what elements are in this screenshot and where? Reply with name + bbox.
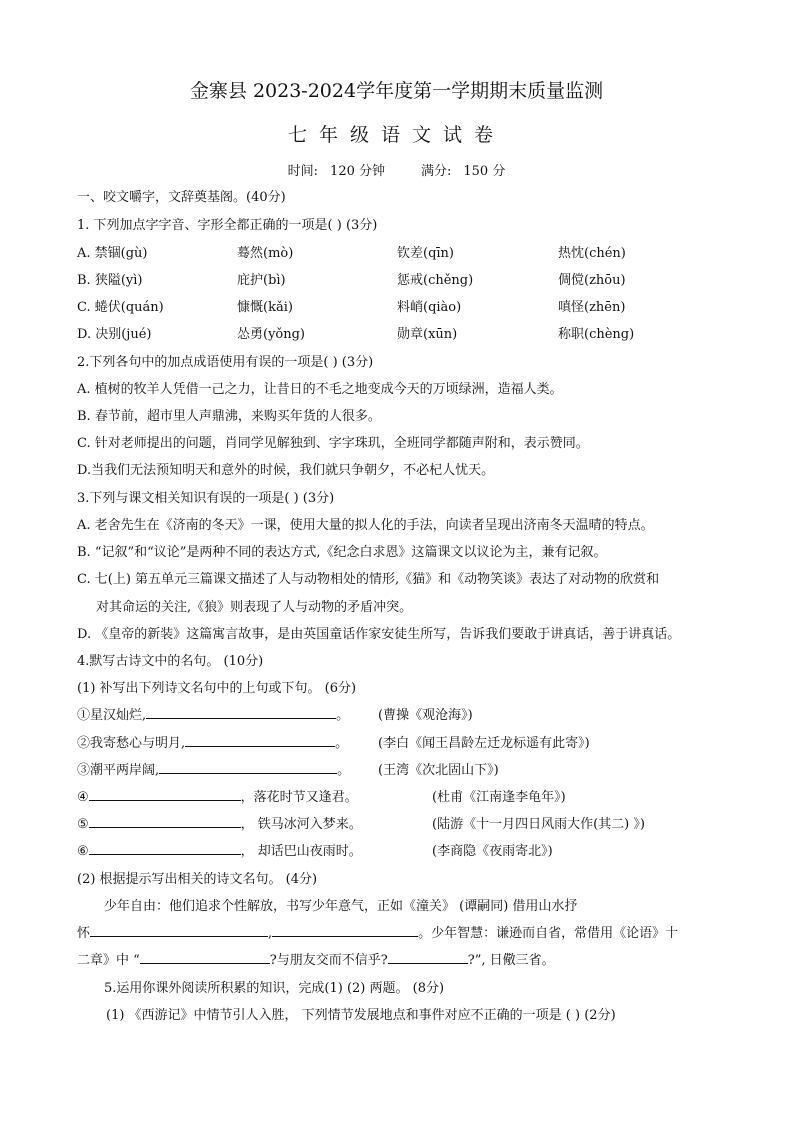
poem-prompt: ②我寄愁心与明月, (77, 736, 186, 751)
poem-line (77, 704, 349, 723)
answer-blank[interactable] (146, 706, 336, 719)
q1-option: 称职(chèng) (558, 327, 635, 342)
time-value: 120 分钟 (330, 164, 385, 179)
poem-prompt-end: ， 铁马冰河入梦来。 (240, 817, 362, 832)
q2-option: B. 春节前，超市里人声鼎沸，来购买年货的人很多。 (77, 409, 381, 424)
answer-blank[interactable] (90, 924, 268, 937)
answer-blank[interactable] (89, 815, 241, 828)
paragraph-text: ?与朋友交而不信乎? (269, 953, 388, 968)
paragraph-text: 怀 (77, 926, 91, 941)
q1-option: 庇护(bì) (237, 273, 286, 288)
answer-blank[interactable] (272, 924, 418, 937)
section-heading: 一、咬文嚼字，文辞奠基阁。(40分) (77, 190, 286, 205)
poem-source: (李白《闻王昌龄左迁龙标遥有此寄》) (378, 736, 590, 751)
poem-source: (李商隐《夜雨寄北》) (432, 844, 553, 859)
question-3-stem: 3.下列与课文相关知识有误的一项是( ) (3分) (77, 491, 335, 506)
paragraph-text: ?”, 日儆三省。 (467, 953, 555, 968)
q1-option: 惩戒(chěng) (397, 273, 474, 288)
question-1-stem: 1. 下列加点字字音、字形全都正确的一项是( ) (3分) (77, 218, 378, 233)
poem-source: (王湾《次北固山下》) (378, 763, 499, 778)
q1-option: 怂勇(yǒng) (237, 327, 306, 342)
paragraph-text: 。少年智慧：谦逊而自省，常借用《论语》十 (418, 926, 679, 941)
q4-paragraph-line (77, 922, 678, 941)
score-label: 满分: (421, 164, 452, 179)
time-score-line (0, 160, 793, 179)
poem-line (77, 813, 362, 832)
score-value: 150 分 (463, 164, 506, 179)
answer-blank[interactable] (388, 951, 468, 964)
q1-option: 勋章(xūn) (397, 327, 458, 342)
q2-option: A. 植树的牧羊人凭借一己之力，让昔日的不毛之地变成今天的万顷绿洲，造福人类。 (77, 382, 563, 397)
poem-source: (杜甫《江南逢李龟年》) (432, 790, 566, 805)
q4-paragraph-line (77, 949, 555, 968)
question-4-stem: 4.默写古诗文中的名句。 (10分) (77, 654, 264, 669)
paragraph-text: 二章》中 “ (77, 953, 140, 968)
poem-prompt: ④ (77, 790, 89, 805)
poem-prompt: ⑥ (77, 844, 89, 859)
answer-blank[interactable] (89, 788, 241, 801)
q1-option: 嗔怪(zhēn) (558, 300, 626, 315)
q4-paragraph-line: 少年自由：他们追求个性解放，书写少年意气，正如《潼关》 (谭嗣同) 借用山水抒 (104, 899, 578, 914)
poem-prompt: ③潮平两岸阔, (77, 763, 160, 778)
answer-blank[interactable] (140, 951, 270, 964)
q3-option: A. 老舍先生在《济南的冬天》一课，使用大量的拟人化的手法，向读者呈现出济南冬天温晴的特点。 (77, 518, 654, 533)
q1-option: 倜傥(zhōu) (558, 273, 626, 288)
poem-line (77, 840, 362, 859)
q3-option: D. 《皇帝的新装》这篇寓言故事，是由英国童话作家安徒生所写，告诉我们要敢于讲真话，善于讲真话。 (77, 627, 681, 642)
q1-option: 热忱(chén) (558, 246, 626, 261)
poem-prompt: ⑤ (77, 817, 89, 832)
q1-option: D. 决别(jué) (77, 327, 152, 342)
q1-option: 蓦然(mò) (237, 246, 294, 261)
q4-sub2-stem: (2) 根据提示写出相关的诗文名句。 (4分) (77, 872, 318, 887)
q1-option: A. 禁锢(gù) (77, 246, 148, 261)
q1-option: 钦差(qīn) (397, 246, 454, 261)
q1-option: 慷慨(kǎi) (237, 300, 293, 315)
poem-line (77, 732, 348, 751)
exam-title: 金寨县 2023-2024学年度第一学期期末质量监测 (189, 80, 604, 102)
time-label: 时间: (287, 164, 319, 179)
answer-blank[interactable] (159, 761, 337, 774)
q3-option-continued: 对其命运的关注,《狼》则表现了人与动物的矛盾冲突。 (96, 600, 413, 615)
poem-source: (陆游《十一月四日风雨大作(其二) 》) (432, 817, 645, 832)
poem-prompt-end: 。 (335, 736, 349, 751)
answer-blank[interactable] (185, 734, 335, 747)
q1-option: B. 狭隘(yì) (77, 273, 143, 288)
question-2-stem: 2.下列各句中的加点成语使用有误的一项是( ) (3分) (77, 355, 374, 370)
poem-prompt: ①星汉灿烂, (77, 708, 147, 723)
poem-line (77, 759, 350, 778)
poem-prompt-end: 。 (337, 763, 351, 778)
q5-sub1-stem: (1) 《西游记》中情节引人入胜， 下列情节发展地点和事件对应不正确的一项是 ( ) (2分) (106, 1008, 616, 1023)
q1-option: C. 蜷伏(quán) (77, 300, 164, 315)
q1-option: 料峭(qiào) (397, 300, 462, 315)
q2-option: D.当我们无法预知明天和意外的时候，我们就只争朝夕，不必杞人忧天。 (77, 463, 495, 478)
q3-option: C. 七(上) 第五单元三篇课文描述了人与动物相处的情形,《猫》和《动物笑谈》表达了对动物的欣赏和 (77, 572, 660, 587)
answer-blank[interactable] (89, 842, 241, 855)
poem-prompt-end: 。 (336, 708, 350, 723)
poem-prompt-end: ， 却话巴山夜雨时。 (240, 844, 362, 859)
q2-option: C. 针对老师提出的问题，肖同学见解独到、字字珠玑，全班同学都随声附和，表示赞同。 (77, 436, 589, 451)
exam-subtitle: 七年级语文试卷 (287, 124, 505, 146)
poem-line (77, 786, 358, 805)
paragraph-text: , (268, 926, 273, 941)
q3-option: B. “记叙”和“议论”是两种不同的表达方式,《纪念白求恩》这篇课文以议论为主，兼有记叙。 (77, 545, 607, 560)
question-5-stem: 5.运用你课外阅读所积累的知识，完成(1) (2) 两题。 (8分) (104, 981, 445, 996)
poem-prompt-end: ，落花时节又逢君。 (240, 790, 358, 805)
q4-sub1-stem: (1) 补写出下列诗文名句中的上句或下句。 (6分) (77, 681, 357, 696)
poem-source: (曹操《观沧海》) (378, 708, 473, 723)
